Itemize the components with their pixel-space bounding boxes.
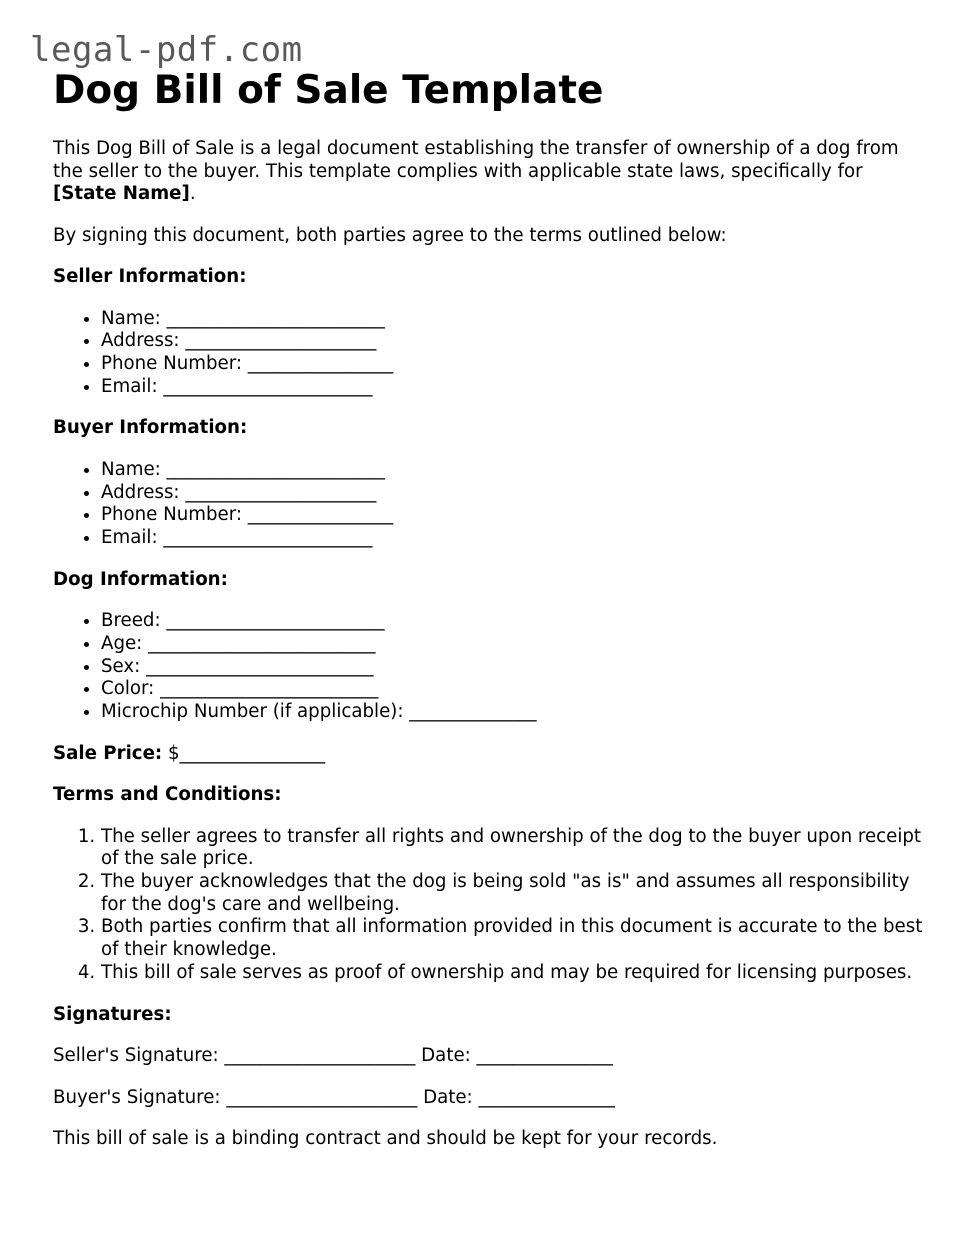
- buyer-heading: Buyer Information:: [53, 417, 248, 439]
- term-item: 2. The buyer acknowledges that the dog is being sold "as is" and assumes all responsibility for the dog's care and wellbeing.: [101, 871, 928, 916]
- buyer-address-field: • Address: _____________________: [101, 482, 928, 505]
- signatures-heading: Signatures:: [53, 1003, 172, 1025]
- terms-heading: Terms and Conditions:: [53, 784, 282, 806]
- dog-heading: Dog Information:: [53, 568, 228, 590]
- buyer-email-field: • Email: _______________________: [101, 527, 928, 550]
- dog-microchip-field: • Microchip Number (if applicable): ______________: [101, 701, 928, 724]
- buyer-signature-line: Buyer's Signature: _____________________ Date: _______________: [53, 1086, 615, 1108]
- dog-color-field: • Color: ________________________: [101, 678, 928, 701]
- page-title: Dog Bill of Sale Template: [53, 68, 604, 113]
- agreement-paragraph: By signing this document, both parties agree to the terms outlined below:: [53, 224, 727, 246]
- seller-fields: [53, 308, 928, 399]
- dog-age-field: • Age: _________________________: [101, 633, 928, 656]
- seller-address-field: • Address: _____________________: [101, 330, 928, 353]
- sale-price-line: [53, 743, 928, 766]
- seller-name-field: • Name: ________________________: [101, 308, 928, 331]
- buyer-fields: [53, 459, 928, 550]
- term-item: 4. This bill of sale serves as proof of ownership and may be required for licensing purposes.: [101, 962, 928, 985]
- seller-email-field: • Email: _______________________: [101, 376, 928, 399]
- site-watermark: legal-pdf.com: [30, 30, 303, 70]
- closing-paragraph: This bill of sale is a binding contract and should be kept for your records.: [53, 1128, 718, 1150]
- sale-price-label: Sale Price:: [53, 742, 163, 764]
- intro-text: This Dog Bill of Sale is a legal document establishing the transfer of ownership of a dog from the seller to the buyer. This template complies with applicable state laws, specifically for: [53, 138, 899, 182]
- intro-paragraph: [53, 138, 928, 206]
- sale-price-value: $________________: [162, 742, 326, 764]
- dog-sex-field: • Sex: _________________________: [101, 656, 928, 679]
- buyer-phone-field: • Phone Number: ________________: [101, 504, 928, 527]
- dog-fields: [53, 610, 928, 724]
- seller-phone-field: • Phone Number: ________________: [101, 353, 928, 376]
- seller-signature-line: Seller's Signature: _____________________ Date: _______________: [53, 1045, 613, 1067]
- term-item: 1. The seller agrees to transfer all rights and ownership of the dog to the buyer upon receipt of the sale price.: [101, 826, 928, 871]
- state-name-placeholder: [State Name]: [53, 183, 190, 204]
- buyer-name-field: • Name: ________________________: [101, 459, 928, 482]
- term-item: 3. Both parties confirm that all information provided in this document is accurate to the best of their knowledge.: [101, 916, 928, 961]
- document-body: [53, 66, 928, 1151]
- intro-end: .: [189, 183, 196, 204]
- terms-list: [53, 826, 928, 985]
- seller-heading: Seller Information:: [53, 266, 247, 287]
- dog-breed-field: • Breed: ________________________: [101, 610, 928, 633]
